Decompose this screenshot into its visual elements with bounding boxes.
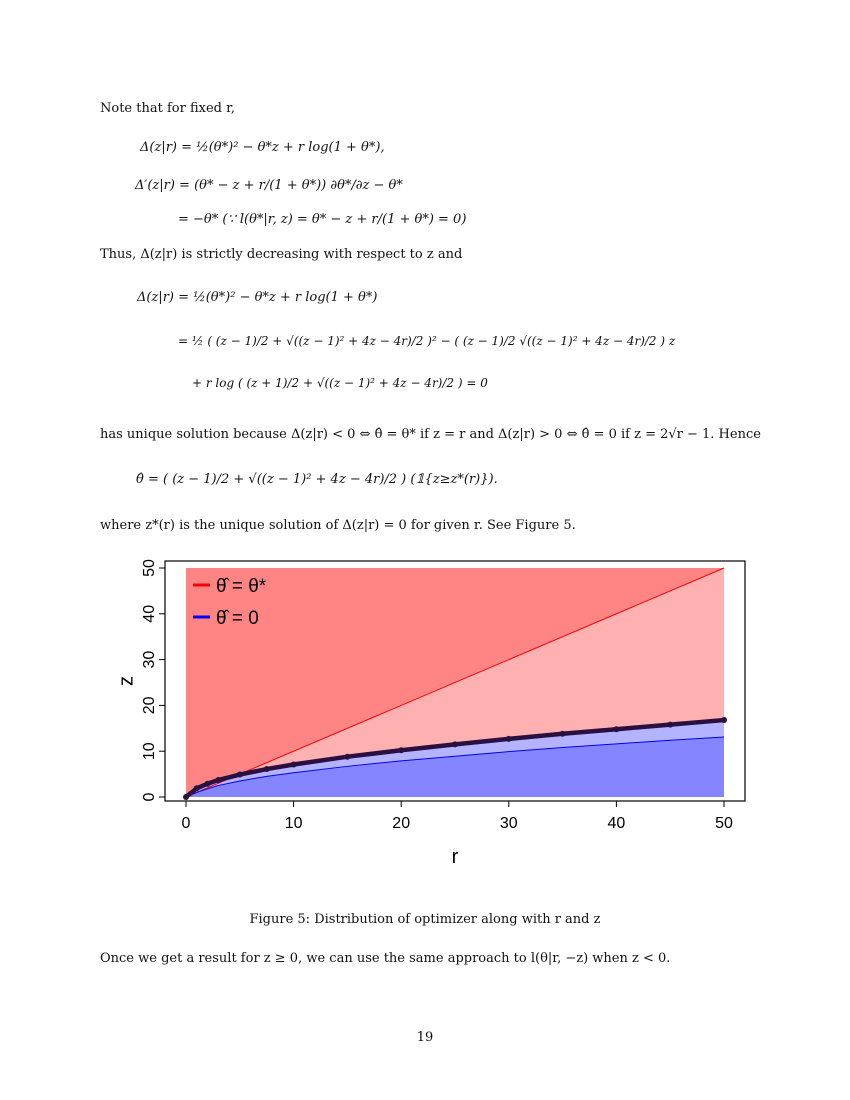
x-tick-label: 30	[499, 815, 518, 832]
equation-delta: Δ(z|r) = ½(θ*)² − θ*z + r log(1 + θ*),	[140, 140, 385, 155]
boundary-point	[398, 747, 404, 753]
y-tick-label: 10	[141, 742, 159, 761]
x-tick-label: 20	[392, 815, 411, 832]
x-axis-label: r	[451, 846, 459, 868]
legend-label: θ̂ = 0	[216, 608, 259, 629]
boundary-point	[291, 761, 297, 767]
x-tick-label: 40	[607, 815, 626, 832]
equation-delta-substituted: = ½ ( (z − 1)/2 + √((z − 1)² + 4z − 4r)/2 )² − ( (z − 1)/2 √((z − 1)² + 4z − 4r)/2 ) z	[178, 334, 676, 348]
boundary-point	[721, 717, 727, 723]
equation-theta-hat: θ̂ = ( (z − 1)/2 + √((z − 1)² + 4z − 4r)/2 ) (𝟙{z≥z*(r)}).	[136, 472, 498, 487]
y-tick-label: 0	[141, 792, 159, 802]
figure-5-chart	[100, 548, 760, 878]
boundary-point	[560, 731, 566, 737]
where-text: where z*(r) is the unique solution of Δ(z|r) = 0 for given r. See Figure 5.	[100, 518, 576, 533]
equation-delta-log-term: + r log ( (z + 1)/2 + √((z − 1)² + 4z − 4r)/2 ) = 0	[192, 376, 488, 390]
unique-solution-text: has unique solution because Δ(z|r) < 0 ⇔ θ̂ = θ* if z = r and Δ(z|r) > 0 ⇔ θ̂ = 0 if z = 2√r − 1. Hence	[100, 427, 761, 442]
equation-delta-expanded: Δ(z|r) = ½(θ*)² − θ*z + r log(1 + θ*)	[137, 290, 378, 305]
boundary-point	[183, 794, 189, 800]
boundary-point	[506, 736, 512, 742]
y-tick-label: 30	[141, 650, 159, 669]
thus-text: Thus, Δ(z|r) is strictly decreasing with respect to z and	[100, 247, 463, 262]
boundary-point	[205, 781, 211, 787]
boundary-point	[667, 722, 673, 728]
x-tick-label: 0	[181, 815, 191, 832]
figure-caption: Figure 5: Distribution of optimizer along with r and z	[249, 912, 601, 927]
boundary-point	[194, 785, 200, 791]
boundary-point	[237, 772, 243, 778]
boundary-point	[215, 777, 221, 783]
x-tick-label: 50	[715, 815, 733, 832]
y-tick-label: 50	[141, 559, 159, 577]
y-tick-label: 20	[141, 696, 159, 715]
page-number: 19	[416, 1030, 434, 1045]
x-tick-label: 10	[284, 815, 303, 832]
boundary-point	[452, 741, 458, 747]
boundary-point	[613, 726, 619, 732]
equation-delta-prime: Δ′(z|r) = (θ* − z + r/(1 + θ*)) ∂θ*/∂z − θ*	[135, 178, 403, 193]
boundary-point	[264, 766, 270, 772]
closing-text: Once we get a result for z ≥ 0, we can use the same approach to l(θ|r, −z) when z < 0.	[100, 951, 671, 966]
legend-label: θ̂ = θ*	[216, 576, 267, 597]
y-tick-label: 40	[141, 604, 159, 623]
y-axis-label: z	[115, 676, 138, 686]
equation-delta-prime-result: = −θ* (∵ l(θ*|r, z) = θ* − z + r/(1 + θ*) = 0)	[178, 212, 467, 227]
intro-text: Note that for fixed r,	[100, 101, 236, 116]
boundary-point	[344, 754, 350, 760]
